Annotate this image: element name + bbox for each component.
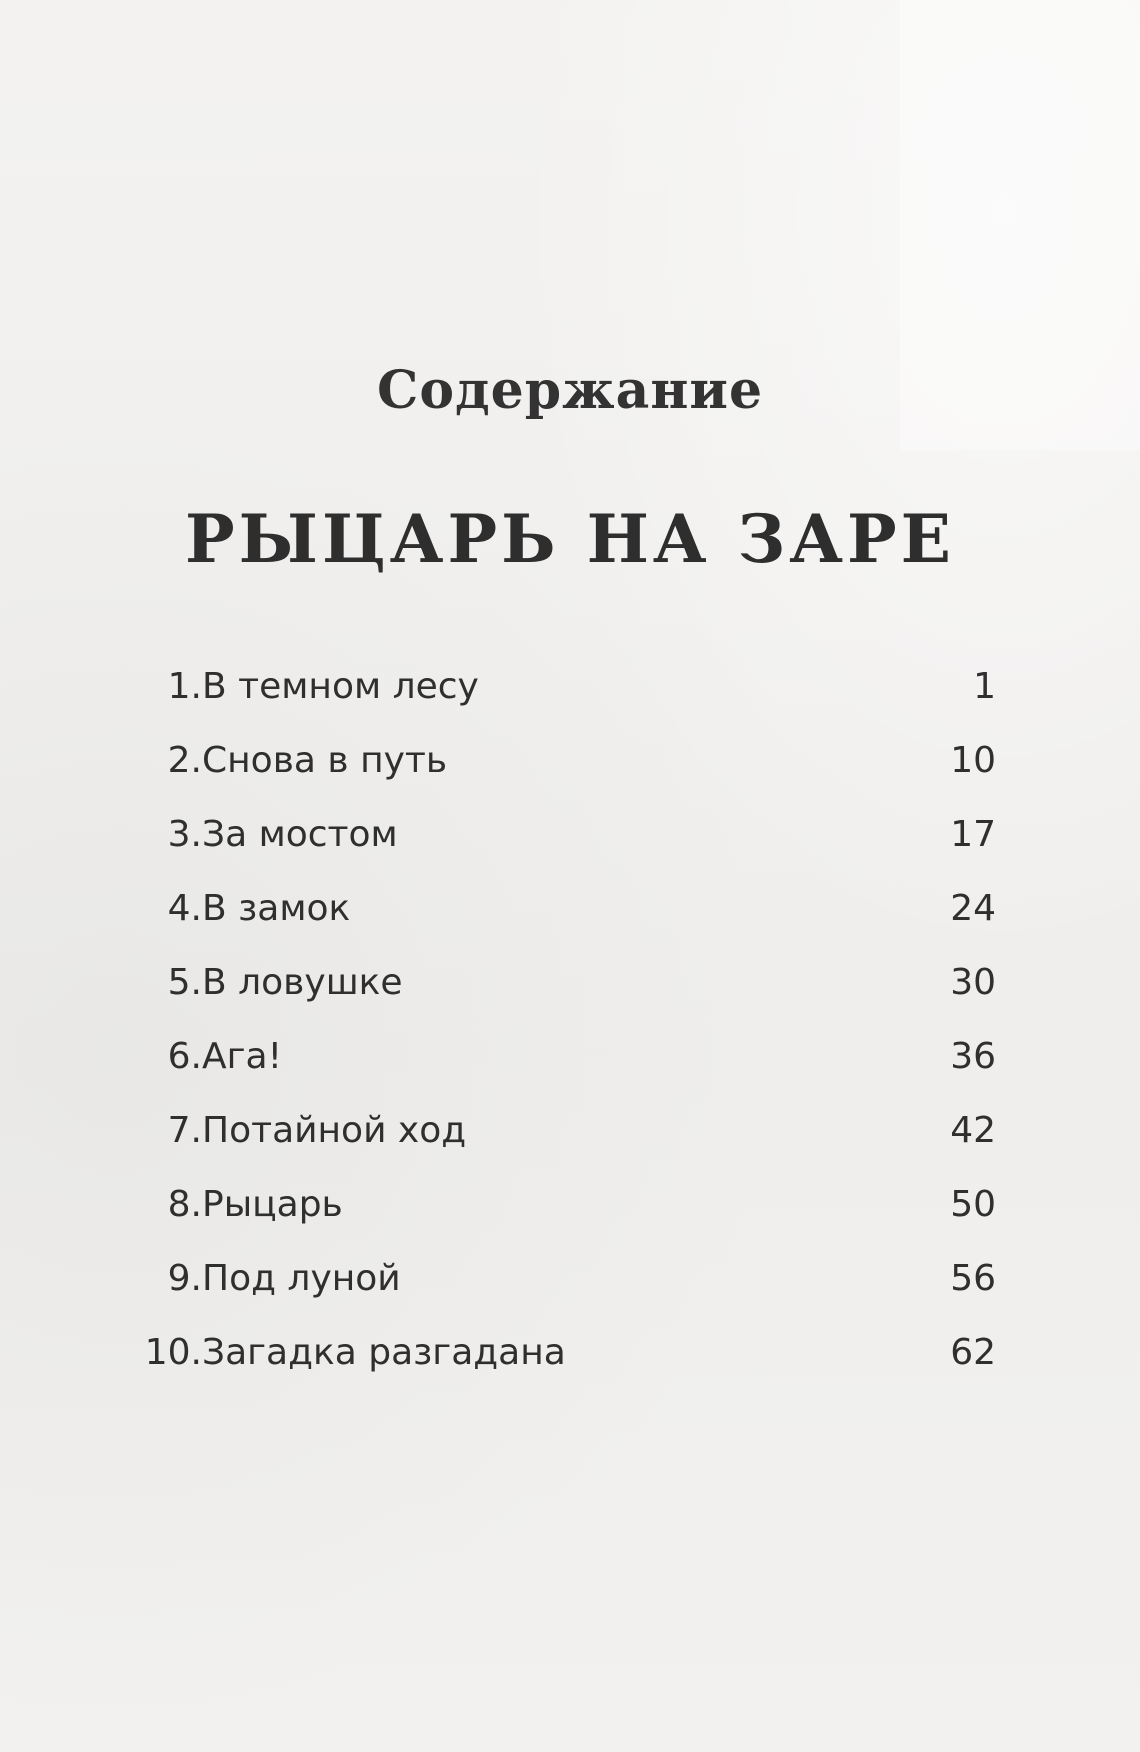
toc-entry-3 <box>0 802 1140 876</box>
chapter-title: Рыцарь <box>202 1184 343 1225</box>
page-number: 17 <box>950 814 996 855</box>
chapter-title: Снова в путь <box>202 740 448 781</box>
page-number: 50 <box>950 1184 996 1225</box>
page-number: 30 <box>950 962 996 1003</box>
chapter-number: 8. <box>167 1184 202 1225</box>
toc-entry-10 <box>0 1320 1140 1394</box>
table-of-contents <box>0 654 1140 1394</box>
chapter-title: За мостом <box>202 814 398 855</box>
toc-entry-6 <box>0 1024 1140 1098</box>
chapter-title: Ага! <box>202 1036 283 1077</box>
contents-heading: Содержание <box>376 360 764 421</box>
page-number: 1 <box>973 666 996 707</box>
toc-entry-2 <box>0 728 1140 802</box>
page-number: 62 <box>950 1332 996 1373</box>
page-number: 56 <box>950 1258 996 1299</box>
toc-entry-8 <box>0 1172 1140 1246</box>
chapter-title: Потайной ход <box>202 1110 467 1151</box>
chapter-title: В ловушке <box>202 962 403 1003</box>
chapter-number: 4. <box>167 888 202 929</box>
page-number: 10 <box>950 740 996 781</box>
toc-entry-9 <box>0 1246 1140 1320</box>
toc-entry-5 <box>0 950 1140 1024</box>
chapter-title: Под луной <box>202 1258 401 1299</box>
chapter-title: Загадка разгадана <box>202 1332 566 1373</box>
chapter-number: 9. <box>167 1258 202 1299</box>
page-number: 42 <box>950 1110 996 1151</box>
chapter-number: 10. <box>144 1332 202 1373</box>
chapter-number: 5. <box>167 962 202 1003</box>
chapter-number: 6. <box>167 1036 202 1077</box>
chapter-title: В замок <box>202 888 351 929</box>
chapter-number: 7. <box>167 1110 202 1151</box>
chapter-title: В темном лесу <box>202 666 479 707</box>
toc-entry-4 <box>0 876 1140 950</box>
book-title: РЫЦАРЬ НА ЗАРЕ <box>185 500 955 578</box>
page-number: 24 <box>950 888 996 929</box>
page-number: 36 <box>950 1036 996 1077</box>
toc-entry-7 <box>0 1098 1140 1172</box>
toc-entry-1 <box>0 654 1140 728</box>
chapter-number: 3. <box>167 814 202 855</box>
chapter-number: 1. <box>167 666 202 707</box>
chapter-number: 2. <box>167 740 202 781</box>
